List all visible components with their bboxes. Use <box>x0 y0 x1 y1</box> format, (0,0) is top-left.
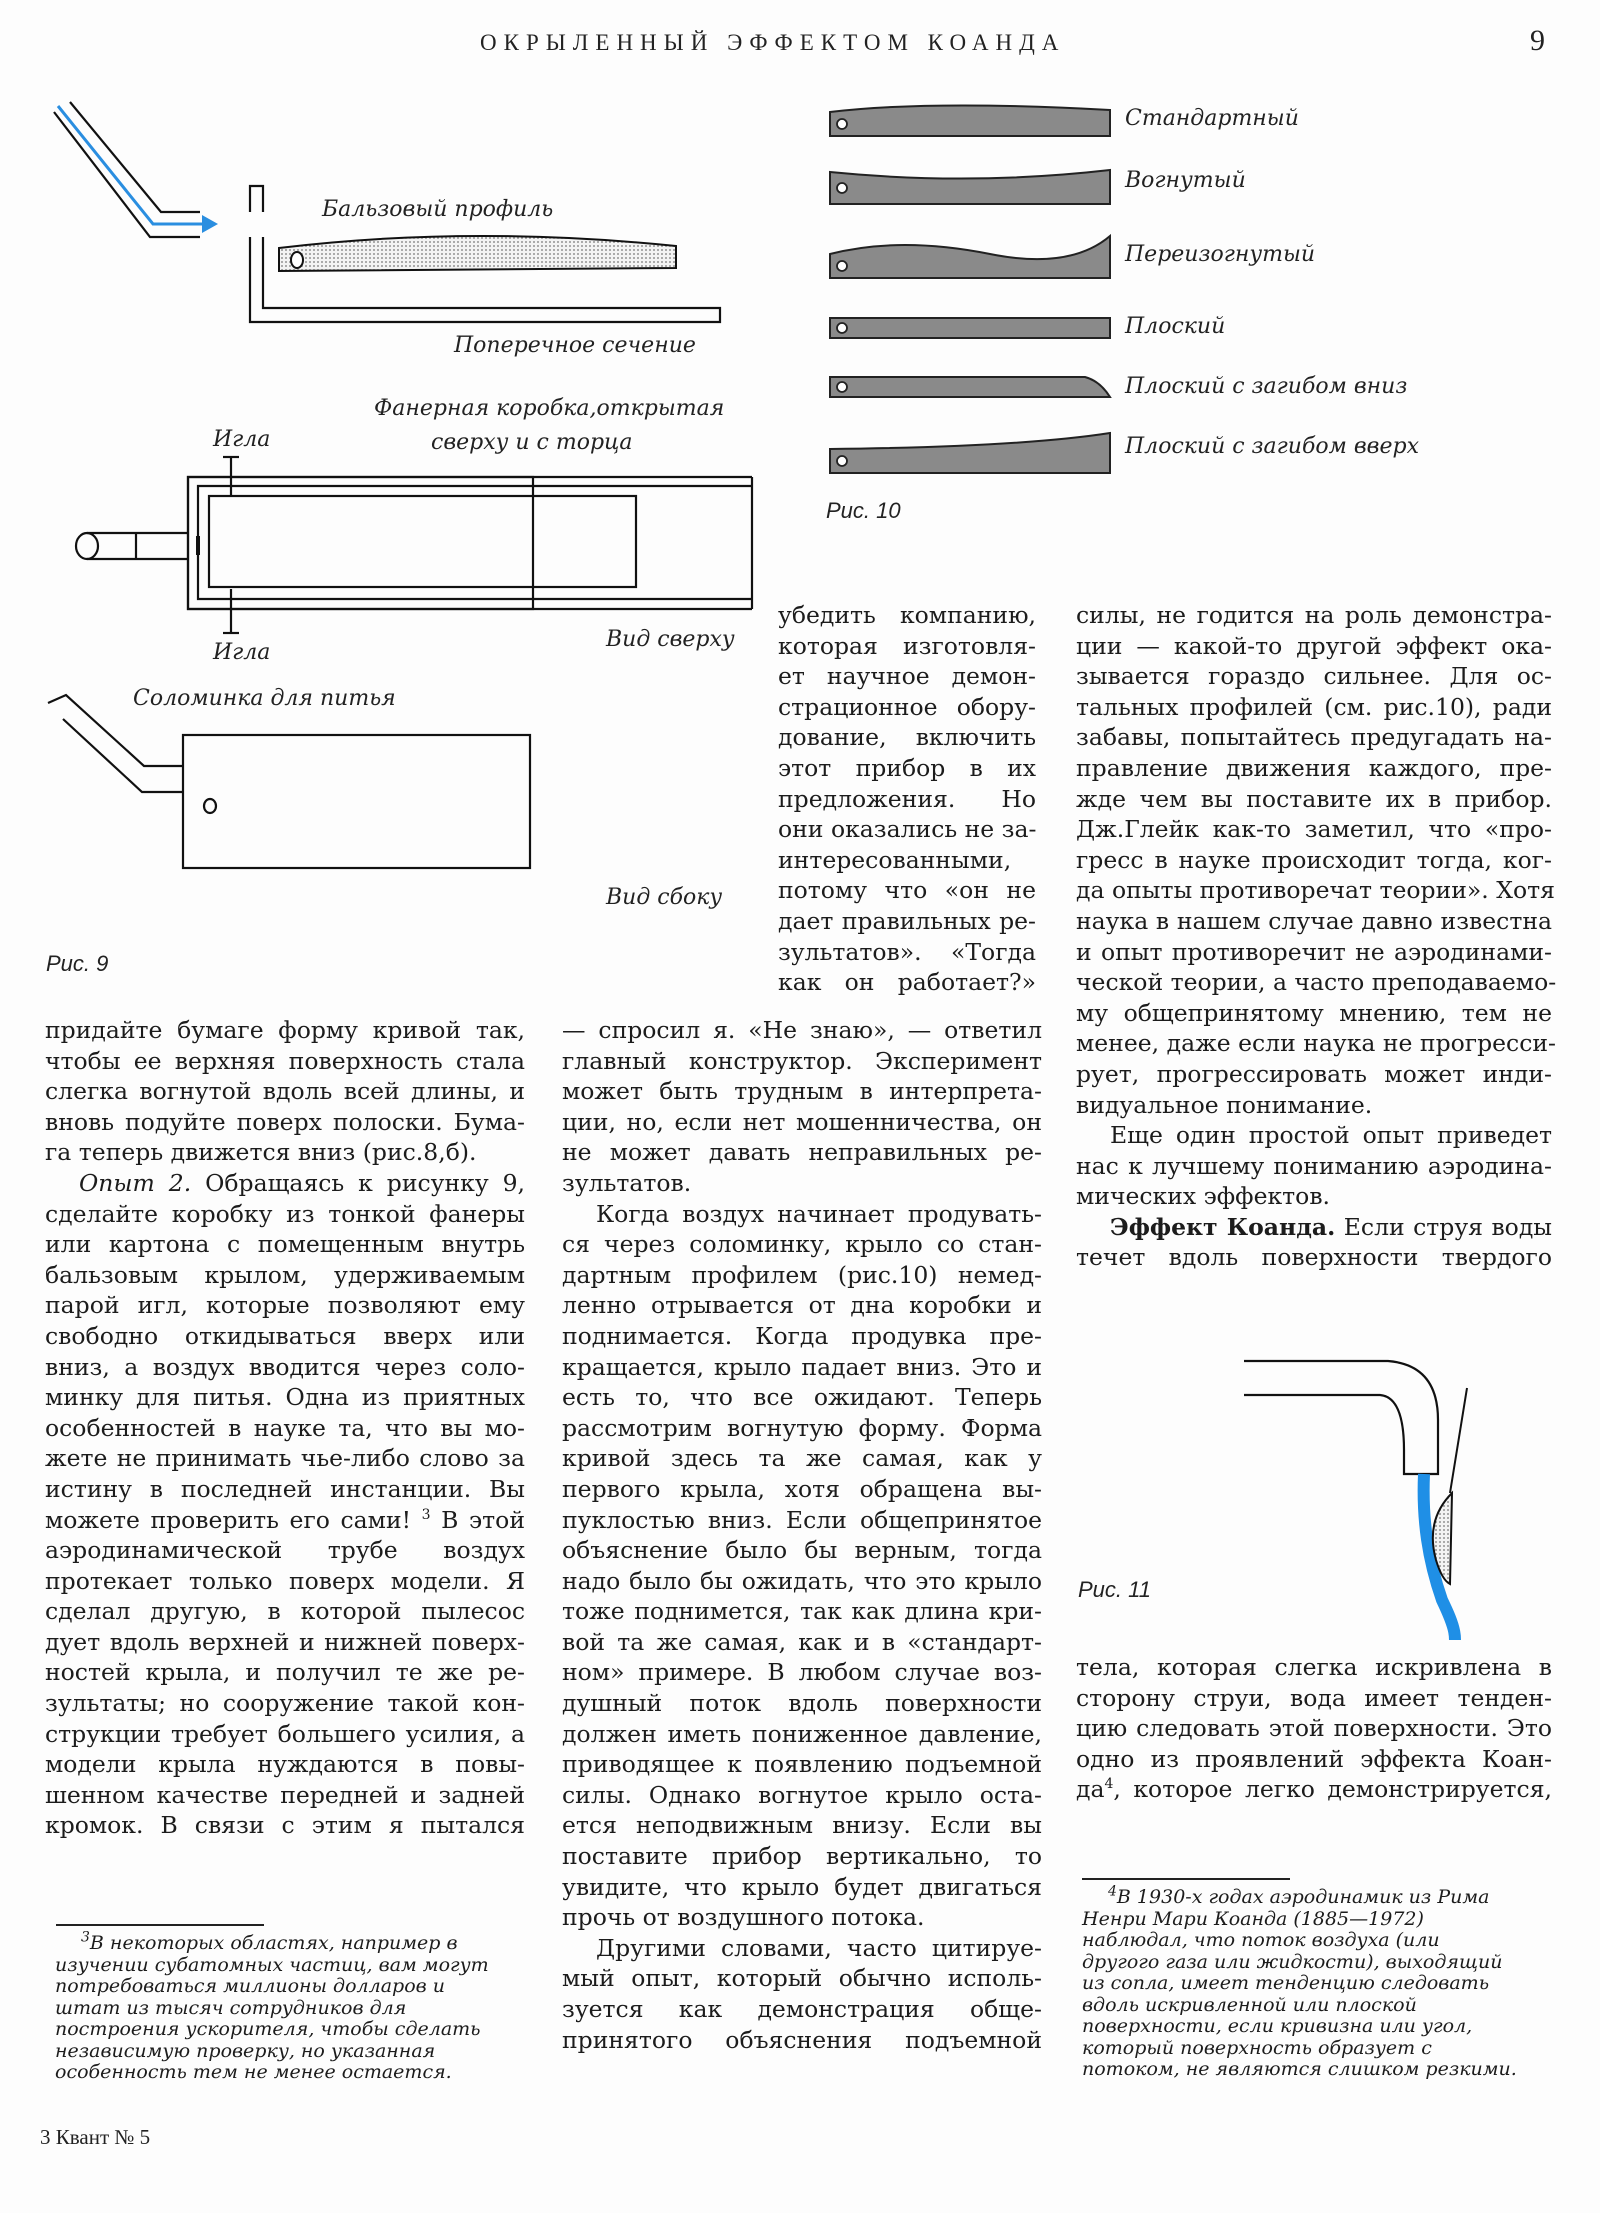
text-line: дование, включить <box>778 723 1036 752</box>
text-line: рует, прогрессировать может инди- <box>1076 1059 1552 1088</box>
text-line: убедить компанию, <box>778 601 1036 629</box>
profile-label: Переизогнутый <box>1125 242 1316 267</box>
profile-label: Плоский <box>1125 314 1226 339</box>
text-line: особенностей в науке та, что вы мо- <box>45 1413 525 1442</box>
footnote-line: независимую проверку, но указанная <box>55 2039 436 2062</box>
footnote-3 <box>55 1929 525 2084</box>
box-top-view <box>76 457 752 633</box>
text-line: дует вдоль верхней и нижней поверх- <box>45 1627 525 1656</box>
footnote-mark: 3 <box>81 1929 90 1946</box>
footnote-rule-left <box>56 1924 264 1926</box>
footnote-ref-4[interactable]: 4 <box>1104 1776 1114 1793</box>
text-line: которая изготовля- <box>778 631 1036 660</box>
text-line: тальных профилей (см. рис.10), ради <box>1076 692 1552 721</box>
text-line: ции, но, если нет мошенничества, он <box>562 1107 1042 1136</box>
text-column-middle-lower <box>562 1015 1042 2055</box>
profile-label: Плоский с загибом вверх <box>1125 434 1419 459</box>
text-line: мый опыт, который обычно исполь- <box>562 1964 1042 1993</box>
pivot-hole <box>837 119 847 129</box>
label-straw: Соломинка для питья <box>133 686 396 711</box>
text-line: шенном качестве передней и задней <box>45 1780 525 1809</box>
footnote-line: Ненри Мари Коанда (1885—1972) <box>1082 1907 1424 1930</box>
footnote-line: $^3$В некоторых областях, например в <box>81 1929 458 1954</box>
pivot-hole <box>837 456 847 466</box>
text-line: душный поток вдоль поверхности <box>562 1689 1042 1718</box>
straw-cross-section <box>54 102 200 237</box>
text-line: $да^4$, которое легко демонстрируется, <box>1076 1775 1552 1804</box>
text-line: Другими словами, часто цитируе- <box>596 1933 1042 1962</box>
text-line: силы. Однако вогнутое крыло оста- <box>562 1780 1042 1809</box>
text-line: мических эффектов. <box>1076 1182 1331 1211</box>
footnote-line: изучении субатомных частиц, вам могут <box>55 1953 489 1976</box>
text-line: видуальное понимание. <box>1076 1090 1373 1119</box>
figure-10-drawing <box>820 90 1120 490</box>
label-needle-bottom: Игла <box>213 640 271 665</box>
footnote-line: особенность тем не менее остается. <box>55 2061 452 2083</box>
figure-11-caption: Рис. 11 <box>1078 1577 1151 1602</box>
label-needle-top: Игла <box>213 427 271 452</box>
text-line: ном» примере. В любом случае воз- <box>562 1658 1042 1687</box>
text-column-middle-upper <box>778 600 1036 998</box>
text-line: придайте бумаге форму кривой так, <box>45 1016 525 1044</box>
text-line: ции — какой-то другой эффект ока- <box>1076 631 1552 660</box>
text-line: вой та же самая, как и в «стандарт- <box>562 1627 1042 1656</box>
text-line: сделал другую, в которой пылесос <box>45 1597 525 1626</box>
text-column-right-upper <box>1076 600 1557 1273</box>
text-line: ется неподвижным внизу. Если вы <box>562 1811 1042 1840</box>
pivot-hole <box>837 261 847 271</box>
footnote-ref-3[interactable]: 3 <box>421 1506 431 1523</box>
text-line: потому что «он не <box>778 876 1036 905</box>
text-line: течет вдоль поверхности твердого <box>1076 1243 1552 1272</box>
text-line: ет научное демон- <box>778 662 1036 691</box>
text-line: му общепринятому мнению, тем не <box>1076 998 1552 1027</box>
airflow-arrow <box>58 106 214 224</box>
text-line: поднимается. Когда продувка пре- <box>562 1321 1042 1350</box>
text-line: ческой теории, а часто преподаваемо- <box>1076 968 1557 997</box>
text-line: может быть трудным в интерпрета- <box>562 1077 1042 1106</box>
text-line: гресс в науке происходит тогда, ког- <box>1076 845 1552 874</box>
text-line: жете не принимать чье-либо слово за <box>45 1444 525 1473</box>
figure-11 <box>1070 1320 1570 1640</box>
text-line: сторону струи, вода имеет тенден- <box>1076 1683 1552 1712</box>
text-line: тела, которая слегка искривлена в <box>1076 1653 1552 1681</box>
label-balsa-profile: Бальзовый профиль <box>322 197 554 222</box>
text-line: надо было бы ожидать, что это крыло <box>562 1566 1042 1595</box>
text-line: га теперь движется вниз (рис.8,б). <box>45 1138 477 1167</box>
text-line: жде чем вы поставите их в прибор. <box>1076 784 1552 813</box>
figure-10-caption: Рис. 10 <box>826 498 901 523</box>
text-line: зультаты; но сооружение такой кон- <box>45 1689 525 1718</box>
text-line: принятого объяснения подъемной <box>562 2025 1042 2054</box>
footnote-line: $^4$В 1930-х годах аэродинамик из Рима <box>1108 1883 1490 1908</box>
footnote-line: построения ускорителя, чтобы сделать <box>55 2018 481 2040</box>
airfoil-profile-flat-up <box>830 433 1110 473</box>
footnote-line: наблюдал, что поток воздуха (или <box>1082 1929 1440 1951</box>
support-line <box>1450 1388 1467 1493</box>
text-line: должен иметь пониженное давление, <box>562 1719 1042 1748</box>
text-line: струкции требует большего усилия, а <box>45 1719 525 1748</box>
footnote-line: потребоваться миллионы долларов и <box>55 1975 445 1997</box>
text-line: приводящее к появлению подъемной <box>562 1750 1042 1779</box>
section-heading-coanda: Эффект Коанда. <box>1110 1212 1336 1241</box>
text-line: бальзовым крылом, удерживаемым <box>45 1260 525 1289</box>
text-line: тоже поднимется, так как длина кри- <box>562 1597 1042 1626</box>
text-line: Еще один простой опыт приведет <box>1110 1121 1552 1150</box>
profile-label: Плоский с загибом вниз <box>1125 374 1408 399</box>
footnote-rule-right <box>1082 1878 1290 1880</box>
text-line: наука в нашем случае давно известна <box>1076 906 1552 935</box>
text-line: поставите прибор вертикально, то <box>562 1842 1042 1871</box>
profile-label: Стандартный <box>1125 106 1299 131</box>
text-line: одно из проявлений эффекта Коан- <box>1076 1744 1552 1773</box>
text-line: можете проверить его сами! $^3$ В этой <box>45 1505 525 1534</box>
text-line: страционное обору- <box>778 692 1036 721</box>
text-line: Дж.Глейк как-то заметил, что «про- <box>1076 815 1552 844</box>
text-line: зультатов. <box>562 1168 692 1197</box>
text-line: — спросил я. «Не знаю», — ответил <box>562 1016 1042 1044</box>
text-line: ленно отрывается от дна коробки и <box>562 1291 1042 1320</box>
text-line: прочь от воздушного потока. <box>562 1903 925 1932</box>
footnote-line: вдоль искривленной или плоской <box>1082 1993 1417 2016</box>
text-line: правление движения каждого, пре- <box>1076 753 1552 782</box>
text-line: они оказались не за- <box>778 815 1037 844</box>
text-line: зультатов». «Тогда <box>778 937 1036 966</box>
label-plywood-box-1: Фанерная коробка,открытая <box>374 396 725 421</box>
text-line: этот прибор в их <box>778 753 1036 782</box>
text-line: менее, даже если наука не прогресси- <box>1076 1029 1556 1058</box>
figure-9-caption: Рис. 9 <box>46 951 109 976</box>
text-line: пуклостью вниз. Если общепринятое <box>562 1505 1042 1534</box>
text-line: вниз, а воздух вводится через соло- <box>45 1352 525 1381</box>
text-line: дартным профилем (рис.10) немед- <box>562 1260 1042 1289</box>
issue-signature: 3 Квант № 5 <box>40 2125 151 2149</box>
airfoil-profile-overcurved <box>830 236 1110 278</box>
footnote-line: потоком, не являются слишком резкими. <box>1082 2058 1517 2080</box>
text-line: слегка вогнутой вдоль всей длины, и <box>45 1077 525 1106</box>
footnote-line: другого газа или жидкости), выходящий <box>1082 1950 1503 1973</box>
text-line: Когда воздух начинает продувать- <box>596 1199 1042 1228</box>
text-line: протекает только поверх модели. Я <box>45 1566 525 1595</box>
pivot-hole <box>837 323 847 333</box>
footnote-line: который поверхность образует с <box>1082 2036 1432 2059</box>
text-line: дает правильных ре- <box>778 906 1036 935</box>
footnote-line: из сопла, имеет тенденцию следовать <box>1082 1972 1490 1994</box>
pivot-hole <box>837 183 847 193</box>
footnote-4 <box>1082 1883 1558 2081</box>
text-line: кромок. В связи с этим я пытался <box>45 1811 525 1840</box>
label-cross-section: Поперечное сечение <box>454 333 696 358</box>
text-line: аэродинамической трубе воздух <box>45 1536 525 1565</box>
text-line: зуется как демонстрация обще- <box>562 1995 1042 2023</box>
figure-9 <box>0 0 780 1000</box>
text-line: не может давать неправильных ре- <box>562 1138 1042 1167</box>
faucet <box>1244 1361 1438 1474</box>
pivot-hole <box>291 252 303 268</box>
text-line: объяснение было бы верным, тогда <box>562 1536 1042 1565</box>
label-plywood-box-2: сверху и с торца <box>431 430 633 455</box>
text-line: главный конструктор. Эксперимент <box>562 1046 1042 1075</box>
text-line: парой игл, которые позволяют ему <box>45 1291 525 1320</box>
text-line: как он работает?» <box>778 968 1036 997</box>
text-line: предложения. Но <box>778 784 1036 813</box>
airflow-arrowhead <box>202 215 218 233</box>
text-line: вновь подуйте поверх полоски. Бума- <box>45 1107 525 1136</box>
text-line: ностей крыла, и получил те же ре- <box>45 1658 525 1687</box>
text-line: силы, не годится на роль демонстра- <box>1076 601 1552 629</box>
text-column-right-lower <box>1076 1652 1552 1805</box>
text-line: истину в последней инстанции. Вы <box>45 1474 525 1503</box>
label-side-view: Вид сбоку <box>606 885 723 910</box>
text-line: Эффект Коанда. Если струя воды <box>1110 1212 1552 1241</box>
text-line: ся через соломинку, крыло со стан- <box>562 1230 1042 1259</box>
airfoil-profile-standard <box>830 105 1110 136</box>
text-line: чтобы ее верхняя поверхность стала <box>45 1046 525 1075</box>
box-side-view <box>48 695 530 868</box>
text-line: минку для питья. Одна из приятных <box>45 1383 525 1412</box>
text-line: интересованными, <box>778 845 1012 874</box>
balsa-profile <box>279 236 676 271</box>
figure-9-drawing <box>0 0 780 1000</box>
text-line: увидите, что крыло будет двигаться <box>562 1872 1042 1901</box>
running-title: ОКРЫЛЕННЫЙ ЭФФЕКТОМ КОАНДА <box>480 30 1066 55</box>
text-line: модели крыла нуждаются в повы- <box>45 1750 525 1779</box>
text-line: цию следовать этой поверхности. Это <box>1076 1714 1552 1743</box>
page-number: 9 <box>1530 24 1545 57</box>
text-line: сделайте коробку из тонкой фанеры <box>45 1199 525 1228</box>
airfoil-profile-concave <box>830 170 1110 204</box>
text-line: кривой здесь та же самая, как у <box>562 1444 1042 1473</box>
text-line: первого крыла, хотя обращена вы- <box>562 1474 1042 1503</box>
label-top-view: Вид сверху <box>606 627 735 652</box>
text-line: Опыт 2. Обращаясь к рисунку 9, <box>79 1168 526 1197</box>
figure-10 <box>820 90 1580 530</box>
text-line: да опыты противоречат теории». Хотя <box>1076 876 1555 905</box>
text-column-left <box>45 1015 525 1841</box>
footnote-line: поверхности, если кривизна или угол, <box>1082 2015 1473 2037</box>
footnote-mark: 4 <box>1108 1883 1117 1900</box>
text-line: забавы, попытайтесь предугадать на- <box>1076 723 1552 752</box>
text-line: и опыт противоречит не аэродинами- <box>1076 937 1552 966</box>
experiment-label: Опыт 2. <box>79 1168 192 1197</box>
footnote-line: штат из тысяч сотрудников для <box>55 1996 407 2019</box>
text-line: свободно откидываться вверх или <box>45 1321 525 1350</box>
text-line: зывается гораздо сильнее. Для ос- <box>1076 662 1552 691</box>
text-line: есть то, что все ожидают. Теперь <box>562 1383 1042 1412</box>
airfoil-profile-flat-down <box>830 377 1110 397</box>
profile-label: Вогнутый <box>1125 168 1246 193</box>
airfoil-profile-flat <box>830 318 1110 338</box>
pivot-hole <box>837 382 847 392</box>
text-line: нас к лучшему пониманию аэродина- <box>1076 1151 1552 1180</box>
text-line: или картона с помещенным внутрь <box>45 1230 525 1259</box>
text-line: рассмотрим вогнутую форму. Форма <box>562 1413 1042 1442</box>
text-line: кращается, крыло падает вниз. Это и <box>562 1352 1042 1381</box>
